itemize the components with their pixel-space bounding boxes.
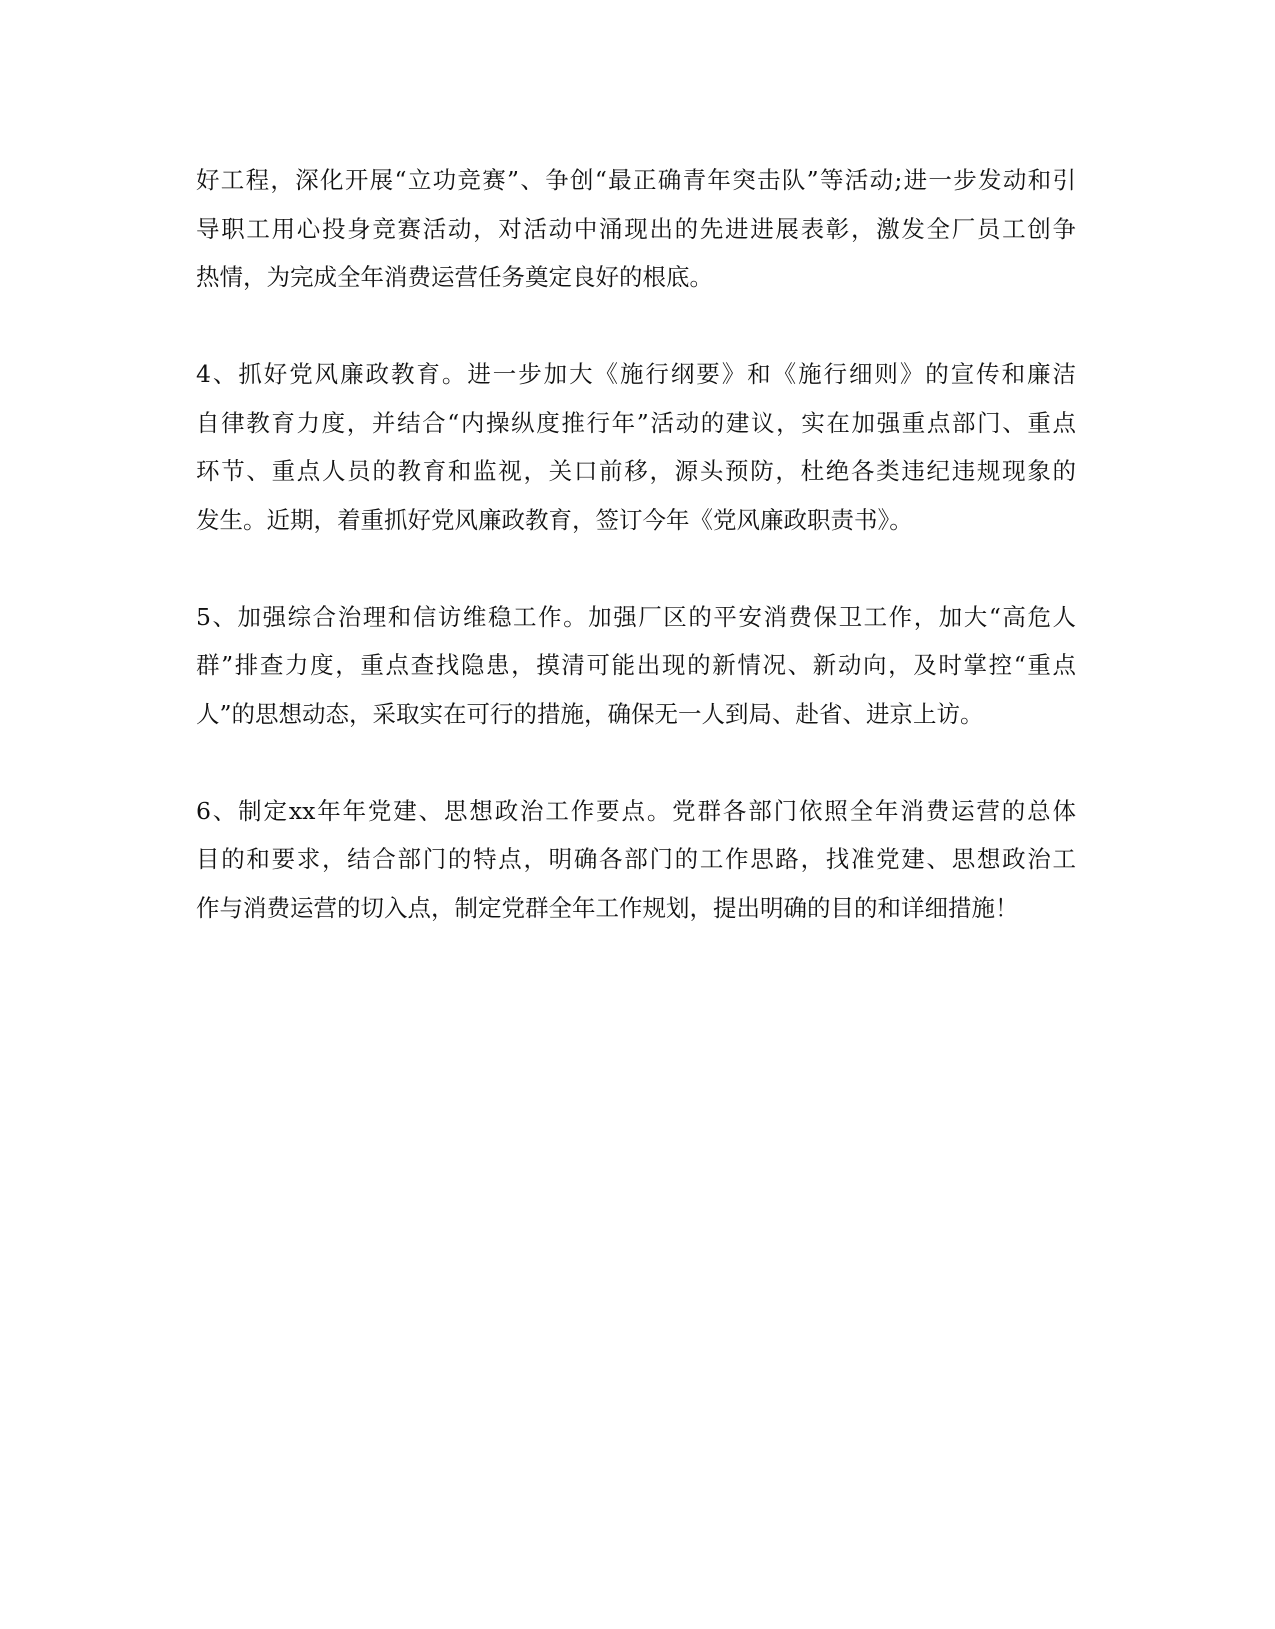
text-line: 群”排查力度，重点查找隐患，摸清可能出现的新情况、新动向，及时掌控“重点	[196, 651, 1076, 679]
text-line: 6、制定xx年年党建、思想政治工作要点。党群各部门依照全年消费运营的总体	[196, 796, 1076, 825]
paragraph-item-6	[196, 787, 1076, 933]
text-line: 4、抓好党风廉政教育。进一步加大《施行纲要》和《施行细则》的宣传和廉洁	[196, 360, 1076, 388]
text-line: 环节、重点人员的教育和监视，关口前移，源头预防，杜绝各类违纪违规现象的	[196, 457, 1076, 485]
text-line: 热情，为完成全年消费运营任务奠定良好的根底。	[196, 263, 713, 291]
text-line: 导职工用心投身竞赛活动，对活动中涌现出的先进进展表彰，激发全厂员工创争	[196, 214, 1076, 243]
paragraph-item-5	[196, 593, 1076, 739]
text-line: 5、加强综合治理和信访维稳工作。加强厂区的平安消费保卫工作，加大“高危人	[196, 602, 1076, 631]
text-line: 人”的思想动态，采取实在可行的措施，确保无一人到局、赴省、进京上访。	[196, 699, 984, 728]
paragraph-item-4	[196, 350, 1076, 544]
text-line: 目的和要求，结合部门的特点，明确各部门的工作思路，找准党建、思想政治工	[196, 845, 1076, 873]
text-line: 发生。近期，着重抓好党风廉政教育，签订今年《党风廉政职责书》。	[196, 505, 913, 534]
paragraph-continuation	[196, 156, 1076, 302]
text-line: 自律教育力度，并结合“内操纵度推行年”活动的建议，实在加强重点部门、重点	[196, 408, 1076, 437]
text-line: 好工程，深化开展“立功竞赛”、争创“最正确青年突击队”等活动;进一步发动和引	[196, 166, 1076, 194]
document-body	[196, 156, 1076, 981]
text-line: 作与消费运营的切入点，制定党群全年工作规划，提出明确的目的和详细措施！	[196, 893, 1019, 922]
